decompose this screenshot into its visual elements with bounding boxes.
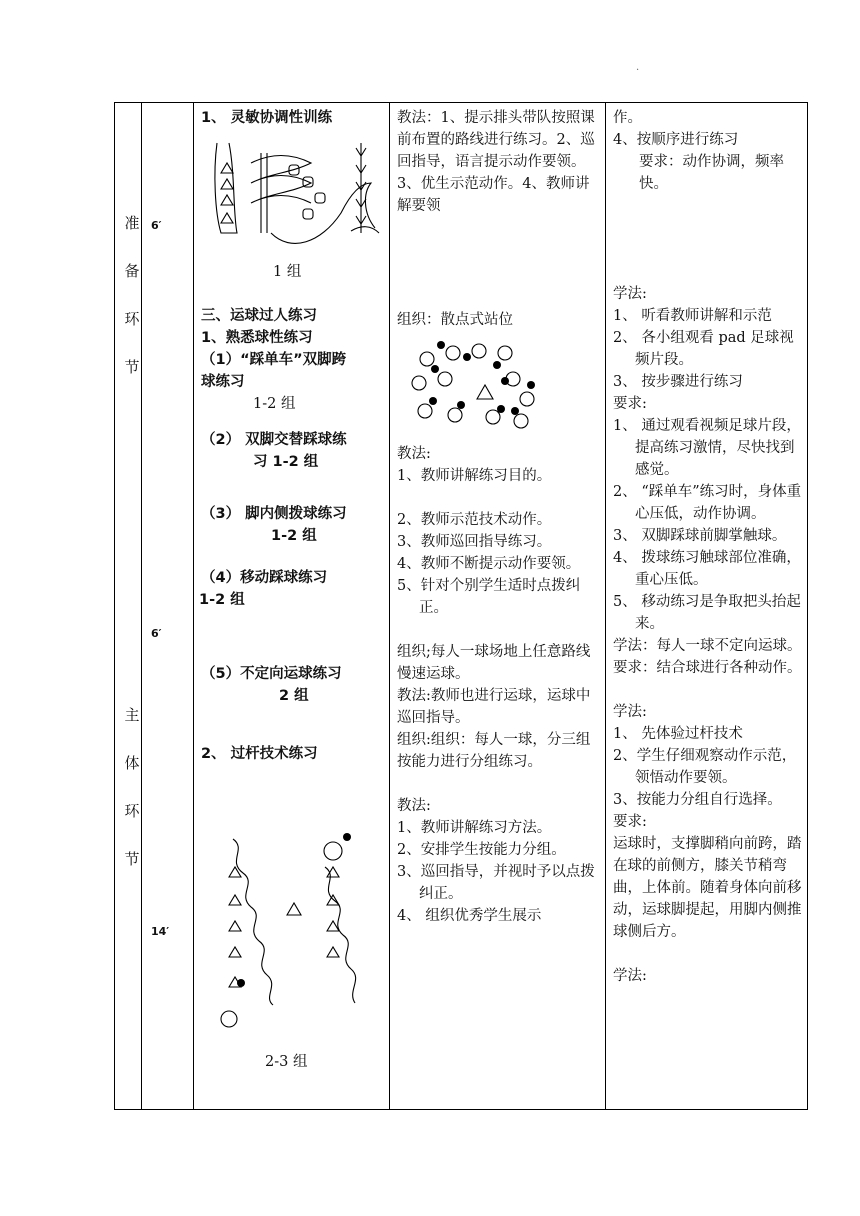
method2-item: 2、教师示范技术动作。 [397, 512, 552, 528]
req2-text: 要求：结合球进行各种动作。 [613, 660, 802, 676]
time-pole: 14′ [151, 925, 170, 938]
method2-item: 3、教师巡回指导练习。 [397, 534, 552, 550]
item1-group: 1-2 组 [253, 396, 296, 412]
method2-title: 教法: [397, 446, 431, 462]
lesson-plan-table [114, 102, 808, 1110]
method4-item: 4、 组织优秀学生展示 [397, 908, 542, 924]
req1-title: 要求: [613, 396, 647, 412]
item1-line1: （1）“踩单车”双脚跨 [201, 352, 347, 368]
top-cont: 作。 [613, 110, 642, 126]
familiar-title: 1、熟悉球性练习 [201, 330, 313, 346]
top-item4: 4、按顺序进行练习 [613, 132, 739, 148]
item2-line2: 习 1-2 组 [253, 454, 319, 470]
method3-text: 教法:教师也进行运球，运球中巡回指导。 [397, 688, 591, 726]
method-column [397, 107, 601, 217]
stage-prep-label: 准 备 环 节 [124, 214, 140, 376]
learn2-text: 学法：每人一球不定向运球。 [613, 638, 802, 654]
column-divider [389, 103, 390, 1109]
learn4-title: 学法: [613, 968, 647, 984]
method2-item: 4、教师不断提示动作要领。 [397, 556, 581, 572]
column-divider [141, 103, 142, 1109]
stage-main-label: 主 体 环 节 [124, 706, 140, 868]
learning-column-2 [613, 283, 805, 987]
pole-group: 2-3 组 [265, 1054, 308, 1070]
item2-line1: （2） 双脚交替踩球练 [201, 432, 347, 448]
method4-item: 3、巡回指导，并视时予以点拨纠正。 [397, 864, 595, 902]
req1-item: 1、 通过观看视频足球片段，提高练习激情，尽快找到感觉。 [613, 418, 801, 478]
item5-group: 2 组 [279, 688, 309, 704]
learn1-title: 学法: [613, 286, 647, 302]
item5-line1: （5）不定向运球练习 [201, 666, 342, 682]
pole-title: 2、 过杆技术练习 [201, 746, 318, 762]
req3-title: 要求: [613, 814, 647, 830]
method2-item: 5、针对个别学生适时点拨纠正。 [397, 578, 581, 616]
req1-item: 5、 移动练习是争取把头抬起来。 [613, 594, 801, 632]
learn1-item: 1、 听看教师讲解和示范 [613, 308, 772, 324]
org1-text: 组织：散点式站位 [397, 312, 513, 328]
learn3-item: 3、按能力分组自行选择。 [613, 792, 782, 808]
learn1-item: 3、 按步骤进行练习 [613, 374, 743, 390]
time-prep: 6′ [151, 219, 162, 232]
item4-line1: （4）移动踩球练习 [201, 570, 328, 586]
content-column [201, 107, 385, 129]
method4-item: 2、安排学生按能力分组。 [397, 842, 566, 858]
method2-item [397, 487, 601, 509]
req1-item: 3、 双脚踩球前脚掌触球。 [613, 528, 787, 544]
agility-diagram [211, 133, 381, 248]
req3-text: 运球时，支撑脚稍向前跨，踏在球的前侧方，膝关节稍弯曲，上体前。随着身体向前移动，运球脚提起，用脚内侧推球侧后方。 [613, 836, 802, 940]
org3-text: 组织:组织：每人一球，分三组按能力进行分组练习。 [397, 732, 591, 770]
method4-title: 教法: [397, 798, 431, 814]
req1-item: 2、 “踩单车”练习时，身体重心压低，动作协调。 [613, 484, 802, 522]
method-column-2 [397, 443, 601, 927]
pole-diagram [215, 829, 365, 1029]
item3-line1: （3） 脚内侧拨球练习 [201, 506, 347, 522]
learn3-title: 学法: [613, 704, 647, 720]
learn1-item: 2、 各小组观看 pad 足球视频片段。 [613, 330, 794, 368]
top-req: 要求：动作协调，频率快。 [639, 154, 784, 192]
item4-group: 1-2 组 [199, 592, 245, 608]
item3-group: 1-2 组 [271, 528, 317, 544]
learn3-item: 2、学生仔细观察动作示范，领悟动作要领。 [613, 748, 797, 786]
column-divider [193, 103, 194, 1109]
dribble-title: 三、运球过人练习 [201, 308, 317, 324]
agility-group: 1 组 [273, 264, 302, 280]
content-column-2 [201, 261, 385, 765]
column-divider [605, 103, 606, 1109]
org2-text: 组织;每人一球场地上任意路线慢速运球。 [397, 644, 591, 682]
method4-item: 1、教师讲解练习方法。 [397, 820, 552, 836]
formation-diagram [405, 339, 545, 439]
method1-text: 教法：1、提示排头带队按照课前布置的路线进行练习。2、巡回指导，语言提示动作要领。3、优生示范动作。4、教师讲解要领 [397, 110, 595, 214]
learn3-item: 1、 先体验过杆技术 [613, 726, 743, 742]
header-mark: . [636, 62, 640, 73]
time-familiar: 6′ [151, 627, 162, 640]
agility-title: 1、 灵敏协调性训练 [201, 110, 333, 126]
item1-line2: 球练习 [201, 374, 245, 390]
req1-item: 4、 拨球练习触球部位准确，重心压低。 [613, 550, 801, 588]
learning-column [613, 107, 805, 195]
method2-item: 1、教师讲解练习目的。 [397, 468, 552, 484]
